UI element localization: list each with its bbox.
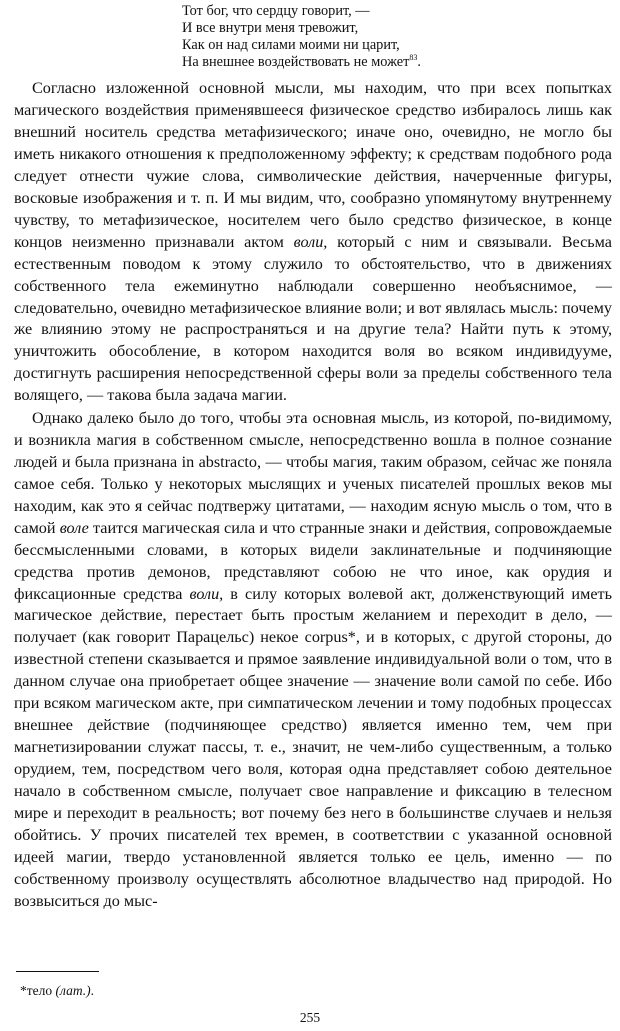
verse-line: На внешнее воздействовать не может$^{83}$. bbox=[182, 53, 421, 70]
paragraph-text: в силу которых волевой акт, долженствующий иметь магическое действие, перестает быть простым желанием и переходит в дело, — получает (как говорит Парацельс) некое corpus*, и в которых, с другой стороны, до известной степени сказывается и прямое заявление индивидуальной воли о том, что в данном случае она приобретает общее значение — значение воли самой по себе. Ибо при всяком магическом акте, при симпатическом лечении и тому подобных процессах внешнее действие (подчиняющее средство) является именно тем, чем при магнетизировании служат пассы, т. е., значит, не чем-либо существенным, а только орудием, тем, посредством чего воля, которая одна представляет собою деятельное начало в собственном смысле, получает свое направление и фиксацию в телесном мире и переходит в реальность; вот почему без него в большинстве случаев и нельзя обойтись. У прочих писателей тех времен, в соответствии с указанной основной идеей магии, твердо установленной является только ее цель, именно — по собственному произволу осуществлять абсолютное владычество над природой. Но возвыситься до мыс- bbox=[14, 584, 612, 910]
footnote-divider bbox=[16, 971, 99, 972]
paragraph bbox=[14, 408, 612, 913]
italic-word: воли, bbox=[293, 232, 328, 251]
paragraph bbox=[14, 78, 612, 407]
main-text bbox=[14, 78, 612, 913]
italic-word: воли, bbox=[189, 584, 224, 603]
verse-line: И все внутри меня тревожит, bbox=[182, 20, 359, 36]
footnote-text: тело bbox=[26, 983, 56, 998]
paragraph-text: Однако далеко было до того, чтобы эта основная мысль, из которой, по-видимому, и возникла магия в собственном смысле, непосредственно вошла в полное сознание людей и была признана in abstracto, — чтобы магия, таким образом, сейчас же поняла самое себя. Только у некоторых мыслящих и ученых писателей прошлых веков мы находим, как это я сейчас подтвержу цитатами, — находим ясную мысль о том, что в самой bbox=[14, 408, 612, 537]
footnote-italic: (лат.) bbox=[55, 983, 91, 998]
page-number: 255 bbox=[299, 1010, 321, 1025]
endnote-reference: 83 bbox=[409, 53, 418, 62]
paragraph-text: Согласно изложенной основной мысли, мы находим, что при всех попытках магического воздействия применявшееся физическое средство избиралось лишь как внешний носитель средства метафизического; иначе оно, очевидно, не могло бы иметь никакого отношения к предположенному эффекту; к средствам подобного рода следует отнести чужие слова, символические действия, начерченные фигуры, восковые изображения и т. п. И мы видим, что, сообразно упомянутому внутреннему чувству, то метафизическое, носителем чего было средство физическое, в конце концов неизменно признавали актом bbox=[14, 79, 612, 251]
verse-line: Тот бог, что сердцу говорит, — bbox=[182, 3, 370, 19]
verse-line-text: На внешнее воздействовать не может bbox=[182, 54, 410, 70]
paragraph-text: таится магическая сила и что странные знаки и действия, сопровождаемые бессмысленными словами, в которых видели заклинательные и подчиняющие средства против демонов, представляют собою не что иное, как орудия и фиксационные средства bbox=[14, 518, 612, 603]
epigraph-verse bbox=[182, 3, 421, 71]
verse-line: Как он над силами моими ни царит, bbox=[182, 37, 400, 53]
footnote bbox=[20, 983, 94, 999]
footnote-marker: * bbox=[20, 983, 27, 998]
italic-word: воле bbox=[59, 518, 89, 537]
footnote-end: . bbox=[90, 983, 94, 998]
paragraph-text: который с ним и связывали. Весьма естественным поводом к этому служило то обстоятельство, что в движениях собственного тела ежеминутно наблюдали совершенно необъяснимое, — следовательно, очевидно метафизическое влияние воли; и вот являлась мысль: почему же влиянию этому не распространяться и на другие тела? Найти путь к этому, уничтожить обособление, в котором находится воля во всяком индивидууме, достигнуть расширения непосредственной сферы воли за пределы собственного тела волящего, — такова была задача магии. bbox=[14, 232, 612, 405]
